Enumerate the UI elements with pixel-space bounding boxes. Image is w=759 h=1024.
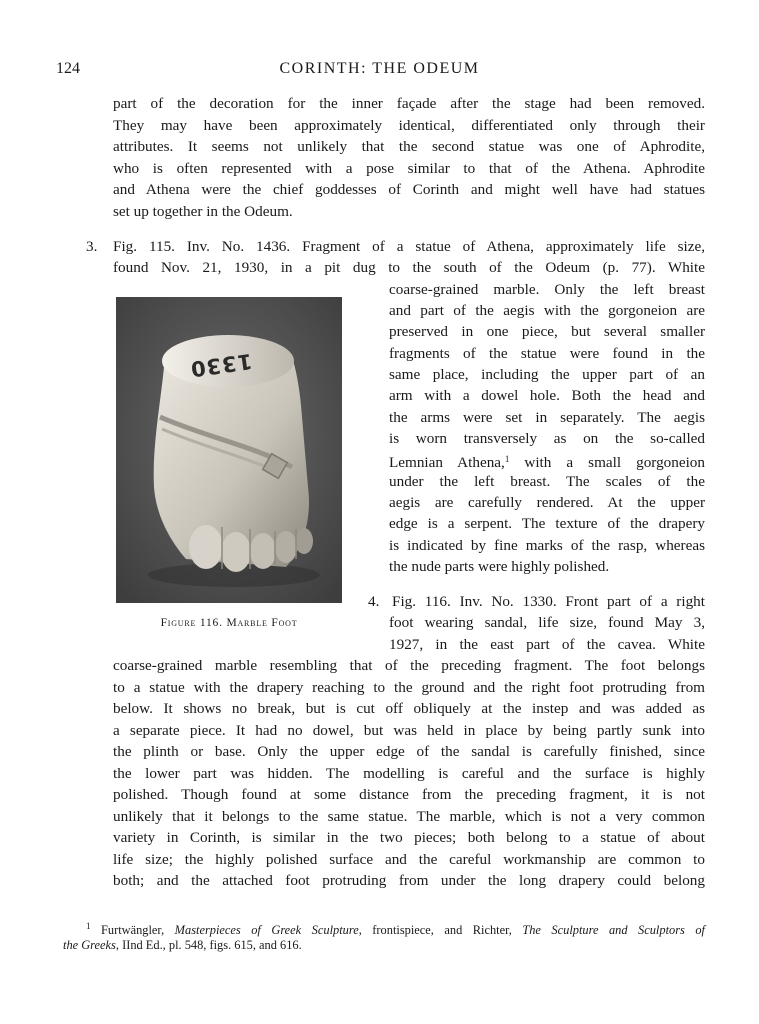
text-line: foot wearing sandal, life size, found May 3, (389, 614, 705, 631)
text-line: below. It shows no break, but is cut off obliquely at the instep and was added as (113, 700, 705, 717)
text-line: edge is a serpent. The texture of the drapery (389, 515, 705, 532)
text-line: preserved in one piece, but several smaller (389, 323, 705, 340)
text-line: Fig. 116. Inv. No. 1330. Front part of a right (392, 593, 705, 610)
text-line: arm with a dowel hole. Both the head and (389, 387, 705, 404)
text-line: attributes. It seems not unlikely that the second statue was one of Aphrodite, (113, 138, 705, 155)
figure-caption: Figure 116. Marble Foot (160, 617, 298, 629)
text-line: unlikely that it belongs to the same statue. The marble, which is not a very common (113, 808, 705, 825)
item-number: 3. (86, 238, 98, 255)
text-line: part of the decoration for the inner façade after the stage had been removed. (113, 95, 705, 112)
text-line: polished. Though found at some distance from the preceding fragment, it is not (113, 786, 705, 803)
text-line: is worn transversely as on the so-called (389, 430, 705, 447)
footnote-line: the Greeks, IInd Ed., pl. 548, figs. 615, and 616. (63, 938, 302, 952)
text-line: life size; the highly polished surface and the careful workmanship are common to (113, 851, 705, 868)
text-line: and part of the aegis with the gorgoneion are (389, 302, 705, 319)
text-line: same place, including the upper part of an (389, 366, 705, 383)
text-line: a separate piece. It had no dowel, but was held in place by being partly sunk into (113, 722, 705, 739)
text-line: the nude parts were highly polished. (389, 558, 610, 575)
text-line: set up together in the Odeum. (113, 203, 293, 220)
running-title: CORINTH: THE ODEUM (279, 60, 480, 77)
text-line: to a statue with the drapery reaching to the ground and the right foot protruding from (113, 679, 705, 696)
text-line: under the left breast. The scales of the (389, 473, 705, 490)
text-line: both; and the attached foot protruding from under the long drapery could belong (113, 872, 705, 889)
text-line: aegis are carefully rendered. At the upper (389, 494, 705, 511)
text-line: is indicated by fine marks of the rasp, whereas (389, 537, 705, 554)
page-number: 124 (56, 60, 80, 77)
figure-photo-marble-foot (116, 297, 342, 603)
text-line: Fig. 115. Inv. No. 1436. Fragment of a statue of Athena, approximately life size, (113, 238, 705, 255)
text-line: the arms were set in separately. The aegis (389, 409, 705, 426)
item-number: 4. (368, 593, 380, 610)
footnote-marker: 1 (86, 921, 91, 931)
text-line: variety in Corinth, is similar in the two pieces; both belong to a statue of about (113, 829, 705, 846)
text-line: fragments of the statue were found in the (389, 345, 705, 362)
footnote-reference[interactable]: 1 (504, 454, 510, 464)
text-line: the lower part was hidden. The modelling is careful and the surface is highly (113, 765, 705, 782)
text-line: 1927, in the east part of the cavea. White (389, 636, 705, 653)
inventory-number-marking: 1330 (188, 348, 254, 382)
text-line: Lemnian Athena,$^1$ with a small gorgoneion (389, 454, 705, 471)
text-line: coarse-grained marble resembling that of the preceding fragment. The foot belongs (113, 657, 705, 674)
footnote-line: $^1$ Furtwängler, Masterpieces of Greek Sculpture, frontispiece, and Richter, The Sculpture and Sculptors of (86, 921, 705, 937)
text-line: They may have been approximately identical, differentiated only through their (113, 117, 705, 134)
text-line: and Athena were the chief goddesses of Corinth and might well have had statues (113, 181, 705, 198)
text-line: found Nov. 21, 1930, in a pit dug to the south of the Odeum (p. 77). White (113, 259, 705, 276)
text-line: coarse-grained marble. Only the left breast (389, 281, 705, 298)
text-line: who is often represented with a pose similar to that of the Athena. Aphrodite (113, 160, 705, 177)
text-line: the plinth or base. Only the upper edge of the sandal is carefully finished, since (113, 743, 705, 760)
